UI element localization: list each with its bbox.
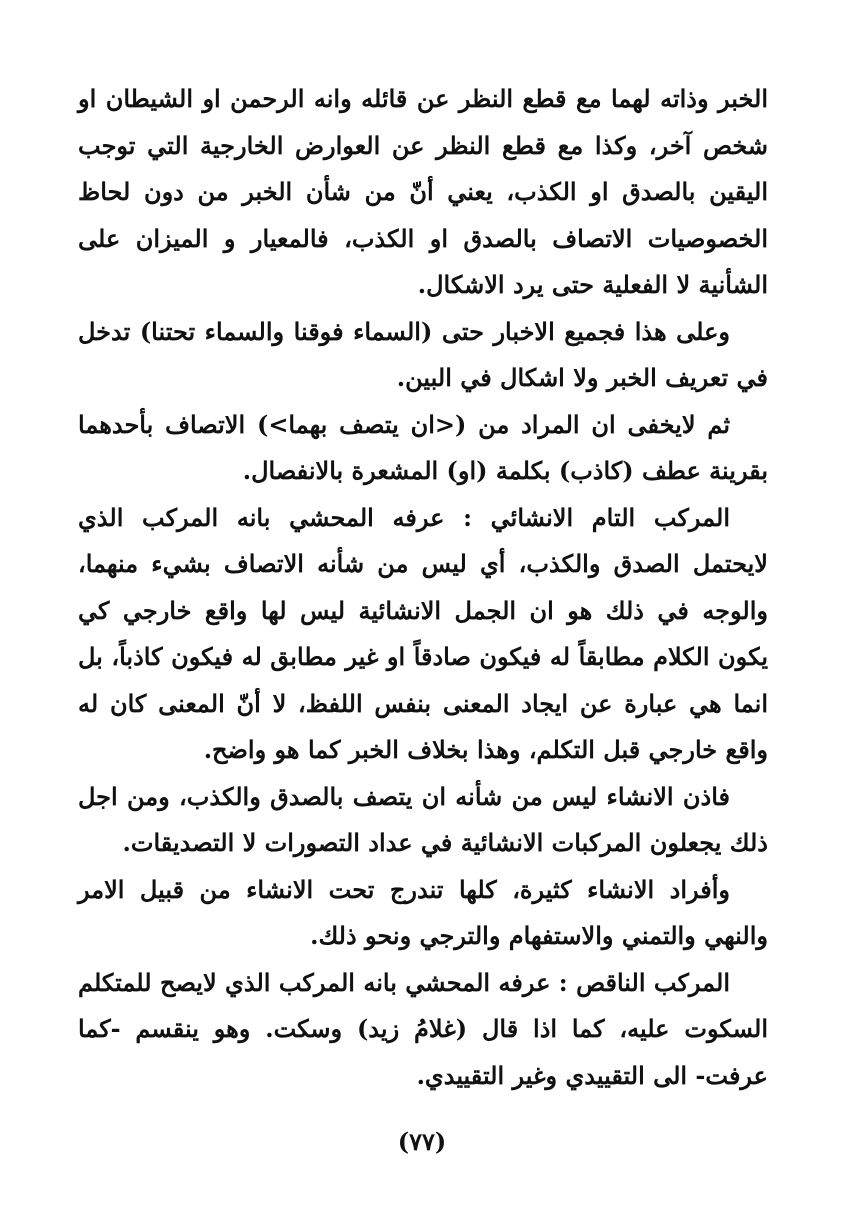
page-body [78, 76, 768, 1099]
paragraph-7: المركب الناقص : عرفه المحشي بانه المركب الذي لايصح للمتكلم السكوت عليه، كما اذا قال (غلامُ زيد) وسكت. وهو ينقسم -كما عرفت- الى التقييدي وغير التقييدي. [78, 967, 768, 1090]
page-number: (٧٧) [397, 1127, 447, 1156]
paragraph-4: المركب التام الانشائي : عرفه المحشي بانه المركب الذي لايحتمل الصدق والكذب، أي ليس من شأنه الاتصاف بشيء منهما، والوجه في ذلك هو ان الجمل الانشائية ليس لها واقع خارجي كي يكون الكلام مطابقاً له فيكون صادقاً او غير مطابق له فيكون كاذباً، بل انما هي عبارة عن ايجاد المعنى بنفس اللفظ، لا أنّ المعنى كان له واقع خارجي قبل التكلم، وهذا بخلاف الخبر كما هو واضح. [78, 502, 768, 764]
paragraph-6: وأفراد الانشاء كثيرة، كلها تندرج تحت الانشاء من قبيل الامر والنهي والتمني والاستفهام والترجي ونحو ذلك. [78, 874, 768, 950]
paragraph-1: الخبر وذاته لهما مع قطع النظر عن قائله وانه الرحمن او الشيطان او شخص آخر، وكذا مع قطع النظر عن العوارض الخارجية التي توجب اليقين بالصدق او الكذب، يعني أنّ من شأن الخبر من دون لحاظ الخصوصيات الاتصاف بالصدق او الكذب، فالمعيار و الميزان على الشأنية لا الفعلية حتى يرد الاشكال. [78, 84, 768, 299]
paragraph-5: فاذن الانشاء ليس من شأنه ان يتصف بالصدق والكذب، ومن اجل ذلك يجعلون المركبات الانشائية في عداد التصورات لا التصديقات. [78, 781, 768, 857]
paragraph-2: وعلى هذا فجميع الاخبار حتى (السماء فوقنا والسماء تحتنا) تدخل في تعريف الخبر ولا اشكال في البين. [78, 316, 768, 392]
paragraph-3: ثم لايخفى ان المراد من (<ان يتصف بهما>) الاتصاف بأحدهما بقرينة عطف (كاذب) بكلمة (او) المشعرة بالانفصال. [78, 409, 768, 485]
